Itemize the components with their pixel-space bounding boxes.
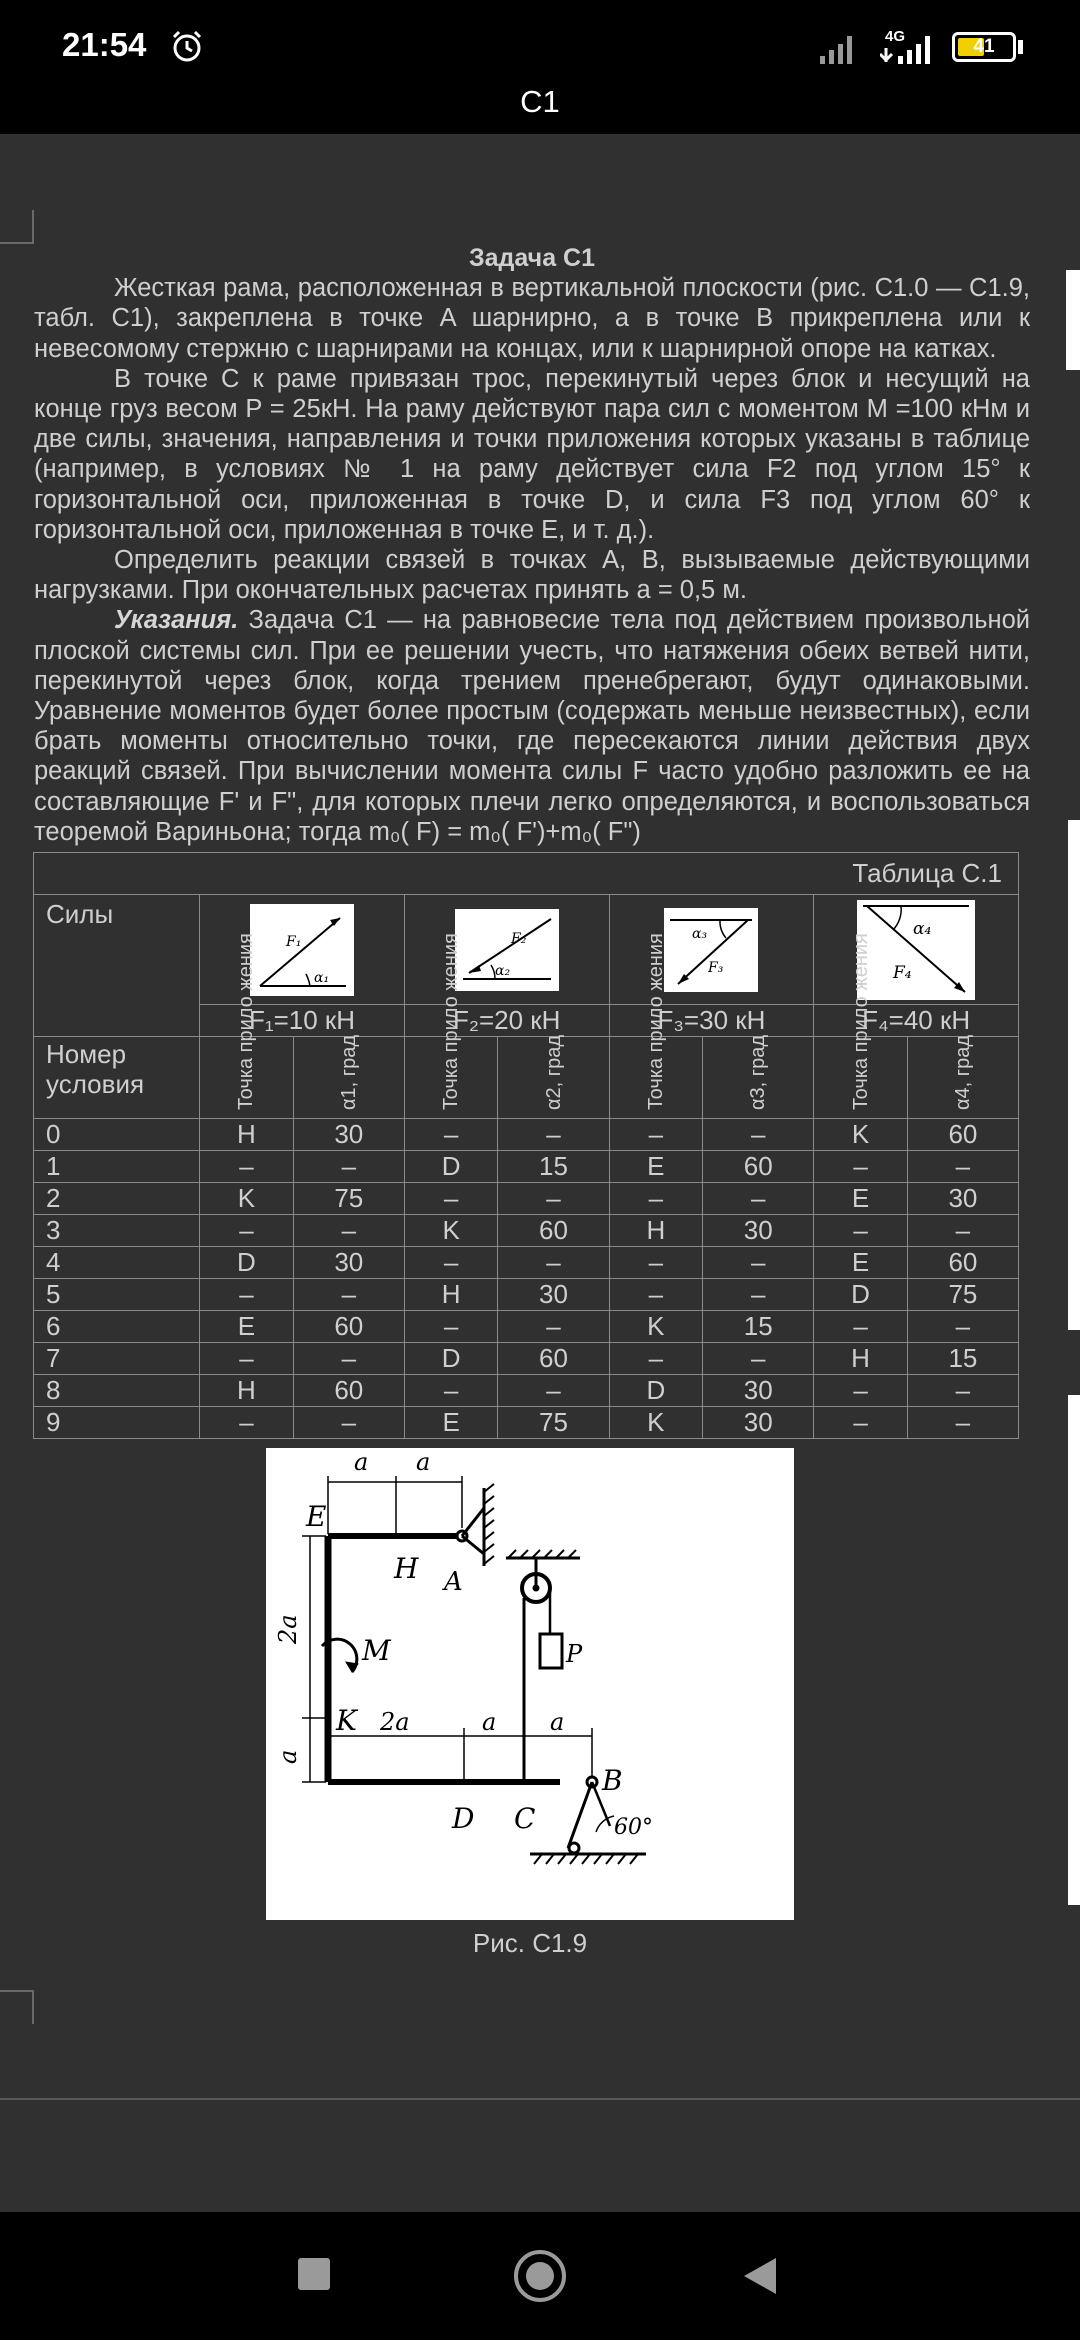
table-row — [34, 1247, 1019, 1279]
label-D: D — [452, 1802, 475, 1835]
condition-number-cell: 2 — [34, 1183, 200, 1215]
paragraph-1: Жесткая рама, расположенная в вертикальной плоскости (рис. С1.0 — С1.9, табл. С1), закреплена в точке A шарнирно, а в точке B прикреплена или к невесомому стержню с шарнирами на концах, или к шарнирной опоре на катках. — [34, 274, 1030, 363]
status-bar — [0, 0, 1080, 92]
table-cell: 30 — [498, 1279, 609, 1311]
table-row — [34, 1407, 1019, 1439]
battery-icon — [952, 32, 1016, 62]
table-cell: 60 — [498, 1215, 609, 1247]
table-cell: – — [907, 1407, 1018, 1439]
table-cell: K — [814, 1119, 908, 1151]
force-sketch-1 — [200, 895, 405, 1005]
angle-header-4 — [907, 1034, 1018, 1119]
table-cell: 60 — [498, 1343, 609, 1375]
angle-header-2 — [498, 1034, 609, 1119]
point-header-3 — [609, 933, 703, 1119]
table-cell: – — [404, 1183, 498, 1215]
page-corner-mark — [0, 1990, 34, 2024]
table-cell: 75 — [907, 1279, 1018, 1311]
table-cell: 75 — [293, 1183, 404, 1215]
condition-label — [34, 1037, 200, 1119]
point-header-2 — [404, 933, 498, 1119]
table-cell: 60 — [703, 1151, 814, 1183]
app-bar — [0, 84, 1080, 134]
condition-number-cell: 9 — [34, 1407, 200, 1439]
table-cell: – — [703, 1119, 814, 1151]
table-cell: – — [293, 1407, 404, 1439]
table-cell: 30 — [703, 1375, 814, 1407]
table-cell: H — [200, 1375, 294, 1407]
table-cell: – — [200, 1215, 294, 1247]
label-2a-bottom: 2a — [380, 1708, 410, 1736]
svg-text:F₁: F₁ — [286, 933, 302, 950]
table-cell: 30 — [293, 1247, 404, 1279]
table-cell: – — [814, 1215, 908, 1247]
recents-button[interactable] — [298, 2258, 330, 2290]
label-a-top-1: a — [354, 1448, 369, 1476]
label-B: B — [602, 1764, 623, 1797]
table-cell: – — [498, 1247, 609, 1279]
angle-header-text: α4, град — [951, 1034, 974, 1110]
hint-text: Задача С1 — на равновесие тела под действием произвольной плоской системы сил. При ее решении учесть, что натяжения обеих ветвей нити, перекинутой через блок, когда трением пренебрегают, будут одинаковыми. Уравнение моментов будет более простым (содержать меньше неизвестных), если брать моменты относительно точки, где пересекаются линии действия двух реакций связей. При вычислении момента силы F часто удобно разложить ее на составляющие F' и F", для которых плечи легко определяются, и воспользоваться теоремой Вариньона; тогда m₀( F) = m₀( F')+m₀( F") — [34, 606, 1030, 846]
table-cell: – — [609, 1247, 703, 1279]
table-cell: 30 — [907, 1183, 1018, 1215]
page-corner-mark — [0, 210, 34, 244]
table-cell: – — [609, 1183, 703, 1215]
label-A: A — [444, 1567, 463, 1597]
table-cell: 30 — [703, 1215, 814, 1247]
table-cell: E — [404, 1407, 498, 1439]
table-row — [34, 1151, 1019, 1183]
label-a-bottom-2: a — [550, 1708, 565, 1736]
table-cell: – — [404, 1311, 498, 1343]
table-cell: K — [404, 1215, 498, 1247]
table-cell: 15 — [907, 1343, 1018, 1375]
svg-text:α₄: α₄ — [913, 918, 932, 939]
status-time: 21:54 — [62, 26, 147, 63]
point-header-text: Точка прило жения — [440, 933, 463, 1110]
label-K: K — [336, 1704, 357, 1737]
condition-number-cell: 0 — [34, 1119, 200, 1151]
force-header-1: F₁=10 кН — [200, 1005, 405, 1037]
divider — [0, 2098, 1080, 2100]
angle-header-text: α3, град — [747, 1034, 770, 1110]
table-cell: – — [703, 1247, 814, 1279]
table-row — [34, 1311, 1019, 1343]
table-cell: H — [814, 1343, 908, 1375]
table-cell: E — [200, 1311, 294, 1343]
frame-diagram — [266, 1448, 794, 1920]
condition-number-cell: 8 — [34, 1375, 200, 1407]
table-cell: 60 — [293, 1375, 404, 1407]
page-edge — [1068, 820, 1080, 1330]
label-2a-left: 2a — [274, 1614, 302, 1644]
condition-label-text: Номер условия — [46, 1039, 145, 1099]
table-cell: – — [703, 1343, 814, 1375]
angle-header-1 — [293, 1034, 404, 1119]
condition-number-cell: 4 — [34, 1247, 200, 1279]
table-cell: 75 — [498, 1407, 609, 1439]
force-sketch-4 — [814, 895, 1019, 1005]
point-header-text: Точка прило жения — [849, 933, 872, 1110]
paragraph-2: В точке С к раме привязан трос, перекинутый через блок и несущий на конце груз весом P = 25кН. На раму действуют пара сил с моментом M =100 кНм и две силы, значения, направления и точки приложения которых указаны в таблице (например, в условиях № 1 на раму действует сила F2 под углом 15° к горизонтальной оси, приложенная в точке D, и сила F3 под углом 60° к горизонтальной оси, приложенная в точке E, и т. д.). — [34, 364, 1030, 544]
table-row — [34, 1343, 1019, 1375]
table-cell: – — [814, 1375, 908, 1407]
table-cell: – — [498, 1311, 609, 1343]
signal-icon-1 — [820, 34, 860, 64]
document-body — [34, 243, 1030, 847]
table-cell: – — [703, 1183, 814, 1215]
table-row — [34, 1119, 1019, 1151]
table-cell: H — [404, 1279, 498, 1311]
paragraph-hint — [34, 605, 1030, 847]
table-row — [34, 1375, 1019, 1407]
svg-text:α₃: α₃ — [692, 925, 708, 942]
table-cell: K — [609, 1311, 703, 1343]
label-E: E — [306, 1500, 327, 1533]
table-cell: – — [907, 1151, 1018, 1183]
table-cell: E — [609, 1151, 703, 1183]
table-cell: – — [200, 1279, 294, 1311]
table-cell: D — [609, 1375, 703, 1407]
table-cell: – — [907, 1311, 1018, 1343]
app-title: C1 — [520, 84, 560, 119]
table-cell: 15 — [498, 1151, 609, 1183]
force-sketch-2 — [404, 895, 609, 1005]
table-cell: – — [498, 1119, 609, 1151]
figure-caption: Рис. С1.9 — [472, 1928, 588, 1958]
table-cell: – — [703, 1279, 814, 1311]
alarm-icon — [170, 30, 204, 64]
label-a-bottom-1: a — [482, 1708, 497, 1736]
table-cell: D — [814, 1279, 908, 1311]
battery-tip — [1018, 40, 1023, 54]
condition-number-cell: 6 — [34, 1311, 200, 1343]
force-header-3: F₃=30 кН — [609, 1005, 814, 1037]
label-angle: 60° — [614, 1815, 653, 1840]
network-type-label: 4G — [885, 28, 906, 45]
battery-level: 41 — [973, 36, 995, 57]
page-edge — [1066, 270, 1080, 370]
task-heading: Задача С1 — [468, 244, 596, 272]
label-a-top-2: a — [416, 1448, 431, 1476]
table-cell: 60 — [907, 1247, 1018, 1279]
table-cell: – — [293, 1215, 404, 1247]
angle-header-text: α1, град — [337, 1034, 360, 1110]
label-H: H — [394, 1552, 419, 1585]
forces-label: Силы — [34, 895, 200, 1037]
condition-number-cell: 7 — [34, 1343, 200, 1375]
condition-number-cell: 3 — [34, 1215, 200, 1247]
navigation-bar — [0, 2212, 1080, 2340]
table-cell: 60 — [907, 1119, 1018, 1151]
table-cell: – — [404, 1375, 498, 1407]
table-cell: K — [609, 1407, 703, 1439]
home-button[interactable] — [512, 2248, 568, 2304]
paragraph-3: Определить реакции связей в точках A, B, вызываемые действующими нагрузками. При окончательных расчетах принять a = 0,5 м. — [34, 546, 1030, 605]
table-cell: – — [907, 1375, 1018, 1407]
table-cell: E — [814, 1247, 908, 1279]
table-cell: 30 — [703, 1407, 814, 1439]
table-caption: Таблица С.1 — [34, 853, 1019, 895]
table-cell: – — [609, 1343, 703, 1375]
table-cell: 15 — [703, 1311, 814, 1343]
table-cell: 30 — [293, 1119, 404, 1151]
table-cell: D — [404, 1343, 498, 1375]
table-cell: D — [200, 1247, 294, 1279]
svg-text:α₂: α₂ — [494, 962, 510, 979]
angle-header-3 — [703, 1034, 814, 1119]
frame-figure — [266, 1448, 794, 1920]
point-header-text: Точка прило жения — [644, 933, 667, 1110]
table-cell: – — [498, 1183, 609, 1215]
table-row — [34, 1183, 1019, 1215]
table-cell: – — [404, 1119, 498, 1151]
table-cell: – — [814, 1311, 908, 1343]
table-body — [34, 1119, 1019, 1439]
table-cell: E — [814, 1183, 908, 1215]
table-row — [34, 1215, 1019, 1247]
table-cell: – — [200, 1407, 294, 1439]
svg-text:F₂: F₂ — [510, 930, 527, 947]
table-cell: – — [907, 1215, 1018, 1247]
forces-table — [33, 852, 1019, 1439]
force-3-sketch-icon — [664, 908, 758, 992]
table-cell: – — [498, 1375, 609, 1407]
force-4-sketch-icon — [857, 900, 975, 1000]
svg-text:F₃: F₃ — [708, 959, 724, 976]
condition-number-cell: 1 — [34, 1151, 200, 1183]
page-edge — [1068, 1395, 1080, 1905]
signal-icon-2 — [880, 34, 938, 64]
force-1-sketch-icon — [250, 904, 354, 996]
point-header-text: Точка прило жения — [235, 933, 258, 1110]
table-cell: – — [404, 1247, 498, 1279]
table-cell: – — [609, 1119, 703, 1151]
back-button[interactable] — [742, 2256, 778, 2296]
table-cell: – — [814, 1407, 908, 1439]
table-row — [34, 1279, 1019, 1311]
label-C: C — [514, 1802, 536, 1835]
table-cell: H — [609, 1215, 703, 1247]
table-cell: D — [404, 1151, 498, 1183]
label-P: P — [566, 1640, 583, 1668]
svg-text:F₄: F₄ — [893, 962, 912, 983]
table-cell: – — [200, 1151, 294, 1183]
table-cell: – — [293, 1279, 404, 1311]
label-a-left: a — [274, 1749, 302, 1764]
force-2-sketch-icon — [455, 909, 559, 991]
table-cell: – — [814, 1151, 908, 1183]
table-cell: K — [200, 1183, 294, 1215]
force-sketch-3 — [609, 895, 814, 1005]
table-cell: – — [293, 1151, 404, 1183]
svg-text:α₁: α₁ — [314, 969, 330, 986]
condition-number-cell: 5 — [34, 1279, 200, 1311]
force-header-2: F₂=20 кН — [404, 1005, 609, 1037]
force-header-4: F₄=40 кН — [814, 1005, 1019, 1037]
table-cell: – — [200, 1343, 294, 1375]
label-M: M — [362, 1634, 391, 1667]
hint-label: Указания. — [114, 606, 239, 635]
angle-header-text: α2, град — [542, 1034, 565, 1110]
table-cell: 60 — [293, 1311, 404, 1343]
table-cell: – — [293, 1343, 404, 1375]
table-cell: H — [200, 1119, 294, 1151]
table-cell: – — [609, 1279, 703, 1311]
